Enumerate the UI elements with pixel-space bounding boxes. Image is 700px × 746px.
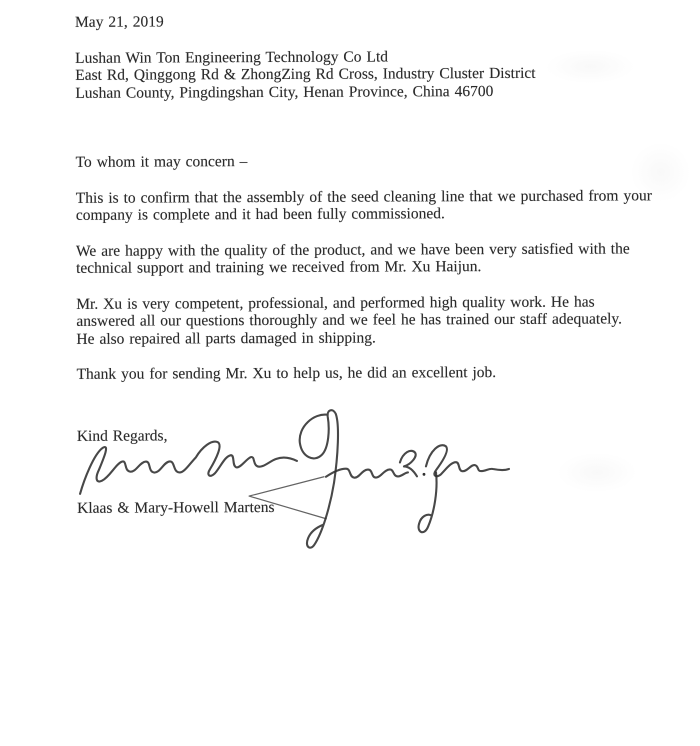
paragraph-3 <box>76 293 641 348</box>
recipient-address-1: East Rd, Qinggong Rd & ZhongZing Rd Cross, Industry Cluster District <box>75 64 536 84</box>
paragraph-2 <box>76 240 641 277</box>
recipient-address-2: Lushan County, Pingdingshan City, Henan Province, China 46700 <box>75 82 494 102</box>
paragraph-line: Thank you for sending Mr. Xu to help us, he did an excellent job. <box>76 364 497 383</box>
recipient-company: Lushan Win Ton Engineering Technology Co Ltd <box>75 47 389 67</box>
paragraph-line: Mr. Xu is very competent, professional, and performed high quality work. He has <box>76 293 595 313</box>
paragraph-line: We are happy with the quality of the product, and we have been very satisfied with the <box>75 239 630 260</box>
recipient-block <box>75 47 640 102</box>
paragraph-line: answered all our questions thoroughly and we feel he has trained our staff adequately. <box>76 310 623 330</box>
signed-names: Klaas & Mary-Howell Martens <box>77 498 275 517</box>
salutation: To whom it may concern – <box>75 153 248 171</box>
paragraph-1 <box>75 186 652 224</box>
paragraph-line: company is complete and it had been fully commissioned. <box>75 205 445 224</box>
paragraph-line: technical support and training we received from Mr. Xu Haijun. <box>76 258 482 277</box>
closing: Kind Regards, <box>76 426 168 445</box>
paragraph-line: This is to confirm that the assembly of the seed cleaning line that we purchased from your <box>75 186 652 207</box>
paragraph-4 <box>77 363 642 383</box>
scan-artifact <box>557 452 637 492</box>
date-line: May 21, 2019 <box>74 13 164 31</box>
paragraph-line: He also repaired all parts damaged in shipping. <box>76 329 376 348</box>
